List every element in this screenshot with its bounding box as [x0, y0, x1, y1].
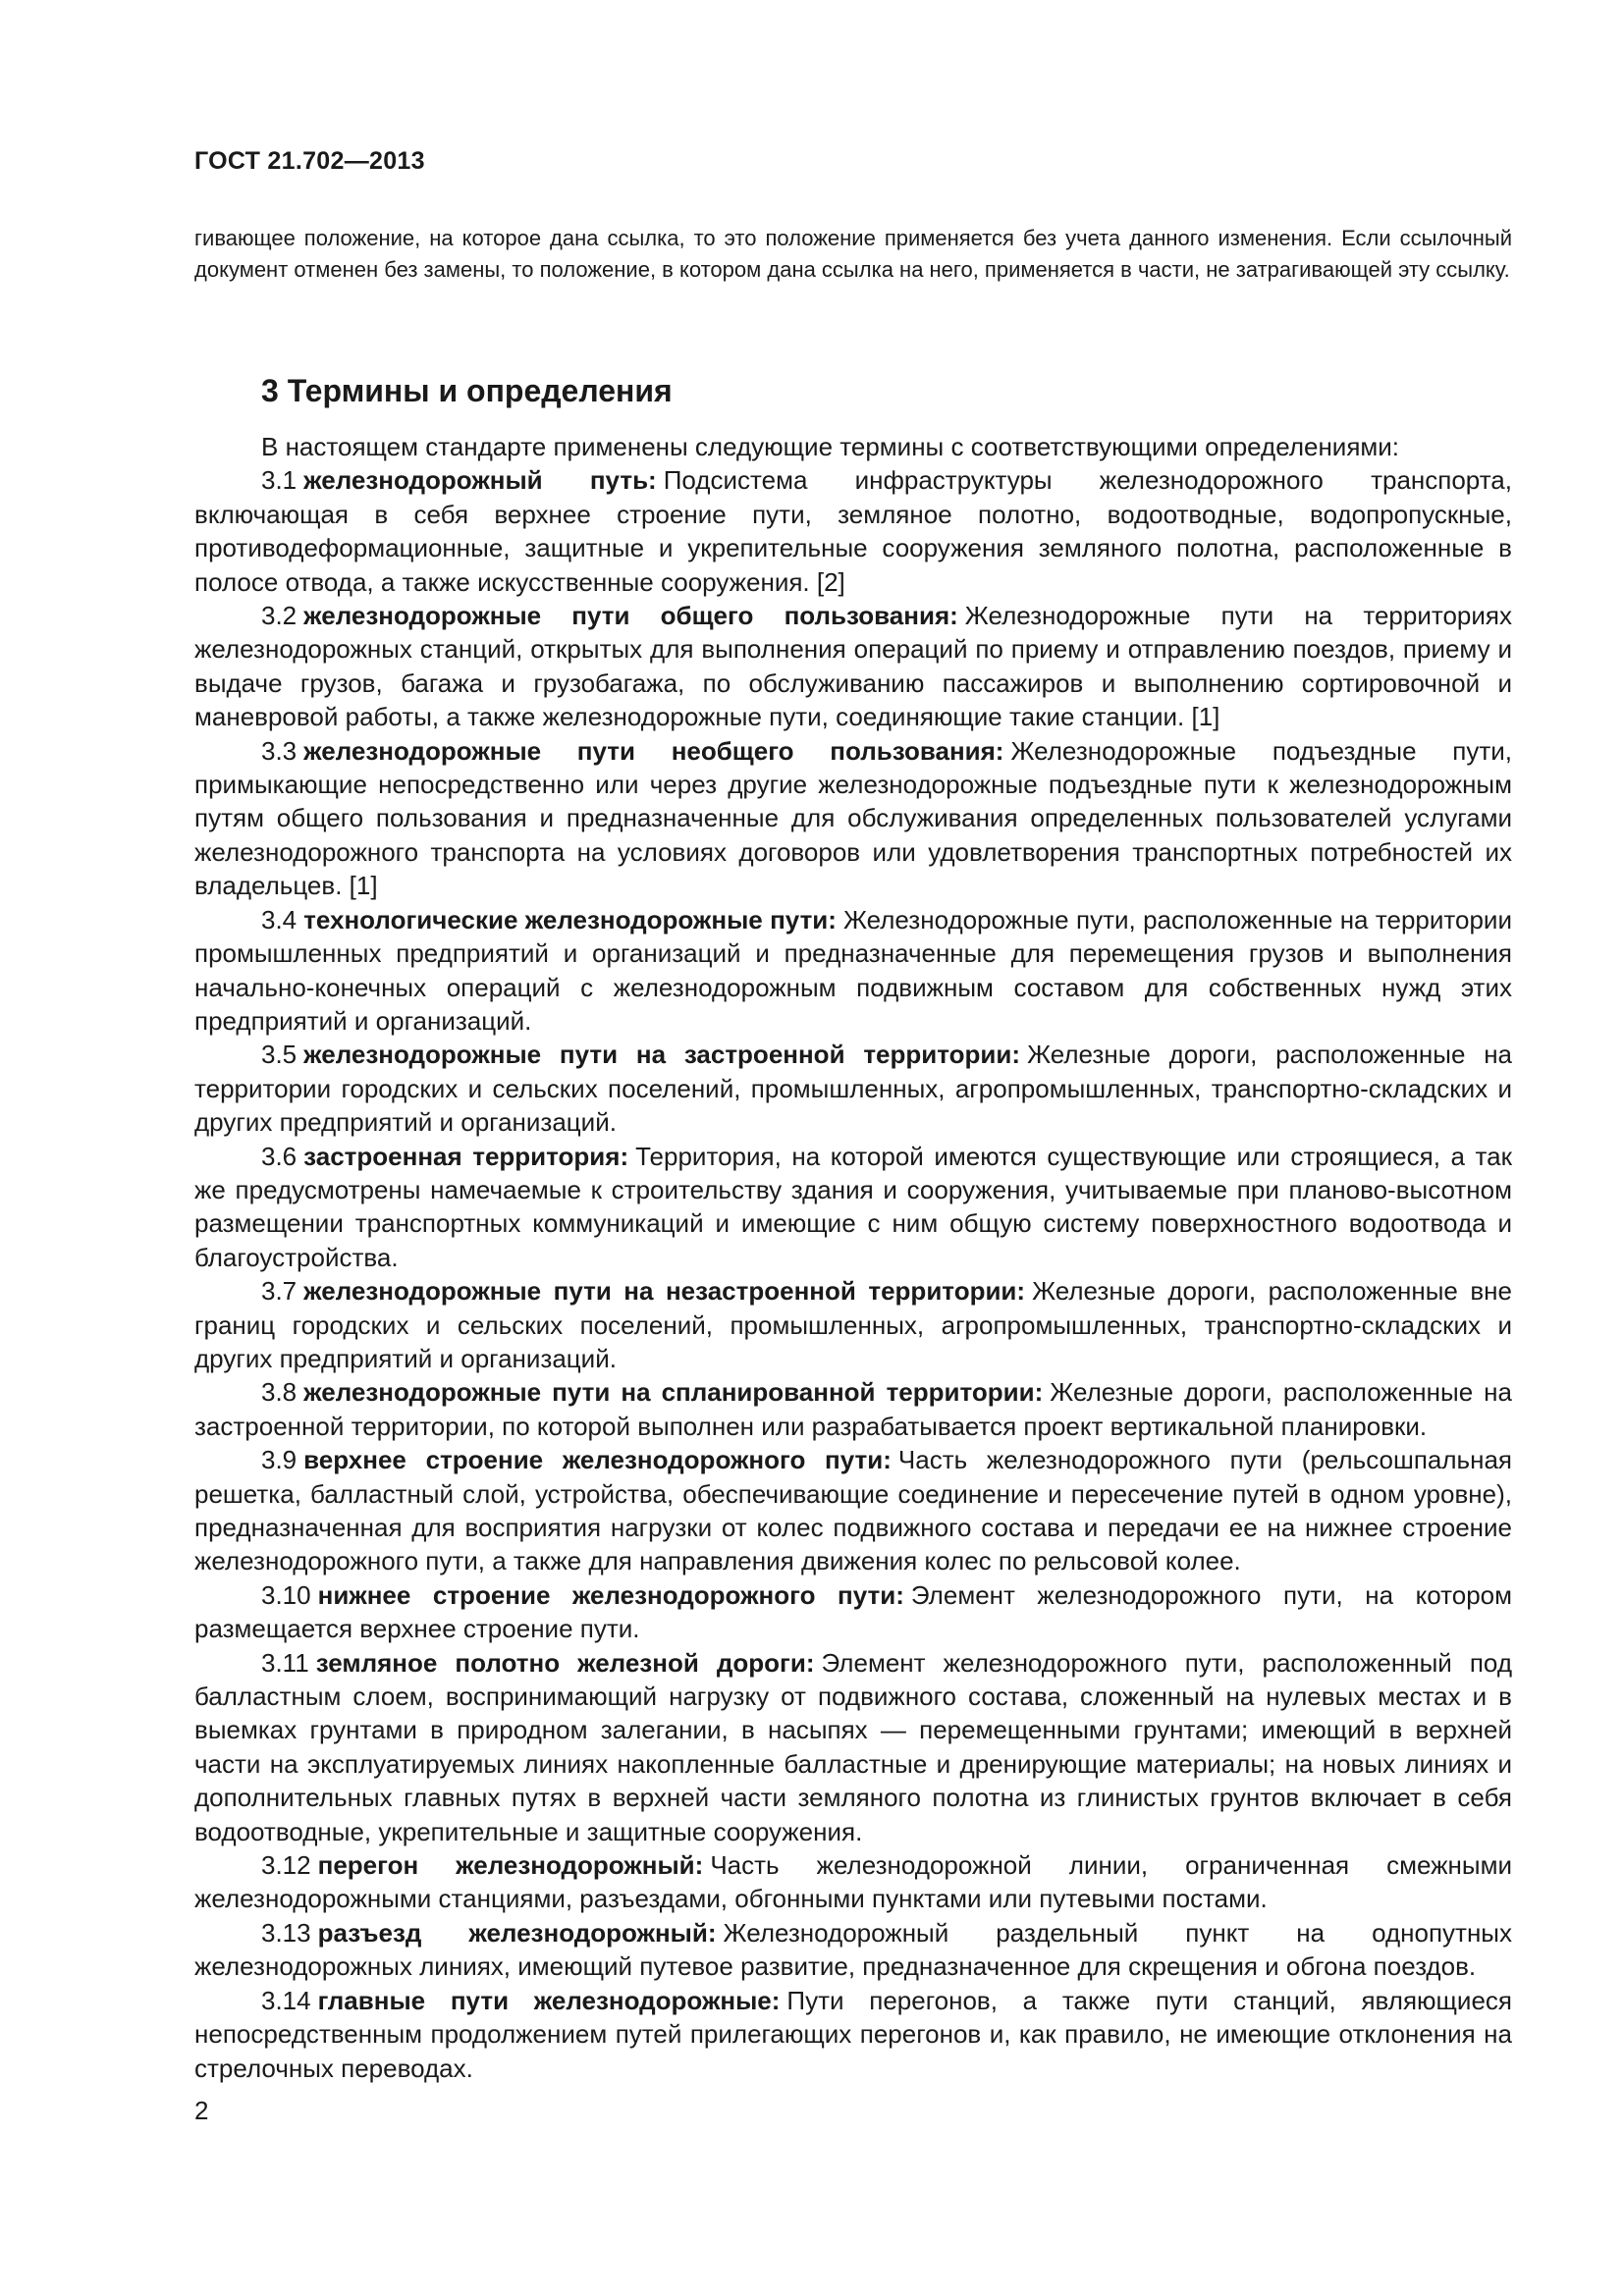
- term-definition: [194, 1848, 1512, 1916]
- term-definition: [194, 1984, 1512, 2085]
- term-text: Железнодорожные пути, расположенные на территории промышленных предприятий и организаций и предназначенные для перемещения грузов и выполнения начально-конечных операций с железнодорожным подвижным составом для собственных нужд этих предприятий и организаций.: [194, 904, 1512, 1036]
- term-text: Элемент железнодорожного пути, расположенный под балластным слоем, воспринимающий нагрузку от подвижного состава, сложенный на нулевых местах и в выемках грунтами в природном залегании, в насыпях — перемещенными грунтами; имеющий в верхней части на эксплуатируемых линиях накопленные балластные и дренирующие материалы; на новых линиях и дополнительных главных путях в верхней части земляного полотна из глинистых грунтов включает в себя водоотводные, укрепительные и защитные сооружения.: [194, 1647, 1512, 1846]
- term-text: Железные дороги, расположенные на застроенной территории, по которой выполнен или разрабатывается проект вертикальной планировки.: [194, 1377, 1512, 1441]
- term-definition: [194, 1274, 1512, 1375]
- section-lead: В настоящем стандарте применены следующие термины с соответствующими определениями:: [261, 432, 1400, 461]
- section-body: [194, 430, 1512, 2085]
- term-definition: [194, 1443, 1512, 1578]
- term-number: 3.5: [261, 1040, 298, 1070]
- term-definition: [194, 734, 1512, 903]
- page-number: 2: [194, 2096, 209, 2125]
- term-number: 3.10: [261, 1579, 311, 1610]
- intro-paragraph: гивающее положение, на которое дана ссылка, то это положение применяется без учета данного изменения. Если ссылочный документ отменен без замены, то положение, в котором дана ссылка на него, применяется в части, не затрагивающей эту ссылку.: [194, 226, 1512, 282]
- term-name: нижнее строение железнодорожного пути:: [317, 1579, 904, 1610]
- term-definition: [194, 1916, 1512, 1984]
- term-text: Часть железнодорожной линии, ограниченная смежными железнодорожными станциями, разъездами, обгонными пунктами или путевыми постами.: [194, 1850, 1512, 1914]
- term-text: Пути перегонов, а также пути станций, являющиеся непосредственным продолжением путей прилегающих перегонов и, как правило, не имеющие отклонения на стрелочных переводах.: [194, 1985, 1512, 2083]
- term-definition: [194, 463, 1512, 599]
- term-text: Железные дороги, расположенные на территории городских и сельских поселений, промышленных, агропромышленных, транспортно-складских и других предприятий и организаций.: [194, 1040, 1513, 1138]
- term-definition: [194, 1646, 1512, 1848]
- term-text: Часть железнодорожного пути (рельсошпальная решетка, балластный слой, устройства, обеспечивающие соединение и пересечение путей в одном уровне), предназначенная для восприятия нагрузки от колес подвижного состава и передачи ее на нижнее строение железнодорожного пути, а также для направления движения колес по рельсовой колее.: [194, 1445, 1512, 1576]
- term-name: застроенная территория:: [303, 1141, 629, 1171]
- term-definition: [194, 903, 1512, 1039]
- term-name: главные пути железнодорожные:: [317, 1985, 781, 2015]
- term-number: 3.1: [261, 465, 298, 496]
- term-text: Железнодорожные подъездные пути, примыкающие непосредственно или через другие железнодорожные подъездные пути к железнодорожным путям общего пользования и предназначенные для обслуживания определенных пользователей услугами железнодорожного транспорта на условиях договоров или удовлетворения транспортных потребностей их владельцев. [1]: [194, 735, 1512, 901]
- term-name: разъезд железнодорожный:: [317, 1917, 717, 1948]
- term-number: 3.14: [261, 1985, 311, 2015]
- term-definition: [194, 1578, 1512, 1646]
- term-number: 3.3: [261, 735, 298, 766]
- term-definition: [194, 1140, 1512, 1275]
- term-number: 3.8: [261, 1377, 298, 1408]
- term-text: Железнодорожные пути на территориях железнодорожных станций, открытых для выполнения операций по приему и отправлению поездов, приему и выдаче грузов, багажа и грузобагажа, по обслуживанию пассажиров и выполнению сортировочной и маневровой работы, а также железнодорожные пути, соединяющие такие станции. [1]: [194, 601, 1512, 732]
- term-number: 3.9: [261, 1445, 298, 1475]
- term-name: железнодорожный путь:: [303, 465, 657, 496]
- term-text: Железные дороги, расположенные вне границ городских и сельских поселений, промышленных, агропромышленных, транспортно-складских и других предприятий и организаций.: [194, 1276, 1512, 1373]
- term-text: Территория, на которой имеются существующие или строящиеся, а так же предусмотрены намечаемые к строительству здания и сооружения, учитываемые при планово-высотном размещении транспортных коммуникаций и имеющие с ним общую систему поверхностного водоотвода и благоустройства.: [194, 1141, 1512, 1272]
- term-text: Элемент железнодорожного пути, на котором размещается верхнее строение пути.: [194, 1579, 1512, 1644]
- term-definition: [194, 1038, 1512, 1139]
- term-name: железнодорожные пути общего пользования:: [303, 601, 958, 631]
- term-name: верхнее строение железнодорожного пути:: [303, 1445, 892, 1475]
- term-name: железнодорожные пути на застроенной территории:: [303, 1040, 1021, 1070]
- term-definition: [194, 599, 1512, 734]
- term-name: перегон железнодорожный:: [317, 1850, 704, 1881]
- term-number: 3.7: [261, 1276, 298, 1307]
- term-name: земляное полотно железной дороги:: [315, 1647, 815, 1678]
- term-number: 3.11: [261, 1647, 309, 1678]
- document-header: ГОСТ 21.702—2013: [194, 147, 425, 175]
- term-name: технологические железнодорожные пути:: [303, 904, 837, 934]
- term-name: железнодорожные пути на незастроенной территории:: [303, 1276, 1026, 1307]
- term-number: 3.6: [261, 1141, 298, 1171]
- term-number: 3.13: [261, 1917, 311, 1948]
- section-title: 3 Термины и определения: [261, 373, 673, 408]
- term-text: Железнодорожный раздельный пункт на однопутных железнодорожных линиях, имеющий путевое развитие, предназначенное для скрещения и обгона поездов.: [194, 1917, 1512, 1982]
- terms-list: [194, 463, 1512, 2085]
- term-number: 3.2: [261, 601, 298, 631]
- term-number: 3.12: [261, 1850, 311, 1881]
- term-definition: [194, 1375, 1512, 1443]
- term-name: железнодорожные пути на спланированной территории:: [303, 1377, 1044, 1408]
- term-text: Подсистема инфраструктуры железнодорожного транспорта, включающая в себя верхнее строение пути, земляное полотно, водоотводные, водопропускные, противодеформационные, защитные и укрепительные сооружения земляного полотна, расположенные в полосе отвода, а также искусственные сооружения. [2]: [194, 465, 1512, 597]
- term-name: железнодорожные пути необщего пользования:: [303, 735, 1004, 766]
- term-number: 3.4: [261, 904, 298, 934]
